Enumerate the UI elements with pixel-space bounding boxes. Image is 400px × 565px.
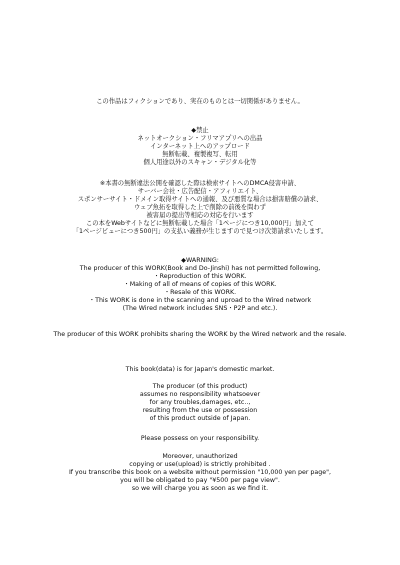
fiction-notice: [0, 98, 400, 106]
prohibition-item: ネットオークション・フリマアプリへの出品: [137, 135, 263, 142]
dmca-line: 被害届の提出等相応の対応を行います: [146, 212, 254, 219]
dmca-section: [0, 180, 400, 236]
warning-line: ・Resale of this WORK.: [163, 289, 237, 296]
dmca-line: ウェブ魚拓を取得した上で削除の前後を問わず: [134, 204, 266, 211]
warning-section: [0, 257, 400, 313]
responsibility-line: of this product outside of Japan.: [149, 415, 251, 422]
prohibition-item: 個人用途以外のスキャン・デジタル化等: [143, 159, 257, 166]
prohibition-item: インターネット上へのアップロード: [150, 143, 250, 150]
prohibition-item: 無断転載、複製複写、転用: [162, 151, 238, 158]
warning-line: The producer of this WORK(Book and Do-Jinshi) has not permitted following,: [79, 265, 321, 272]
sharing-notice-text: The producer of this WORK prohibits sharing the WORK by the Wired network and the resale.: [53, 331, 347, 338]
responsibility-line: The producer (of this product): [152, 383, 248, 390]
copy-notice-line: you will be obligated to pay "¥500 per page view".: [120, 477, 280, 484]
fiction-notice-text: この作品はフィクションであり、実在のものとは一切関係がありません。: [96, 98, 304, 105]
market-notice-text: This book(data) is for Japan's domestic market.: [125, 366, 275, 373]
dmca-line: スポンサーサイト・ドメイン取得サイトへの通報、及び悪質な場合は損害賠償の請求、: [77, 196, 323, 203]
warning-line: ・Making of all of means of copies of this WORK.: [123, 281, 277, 288]
warning-line: ・Reproduction of this WORK.: [153, 273, 247, 280]
possess-notice: [0, 435, 400, 443]
copy-notice-line: Moreover, unauthorized: [162, 453, 238, 460]
copy-notice-line: copying or use(upload) is strictly prohibited .: [129, 461, 271, 468]
copy-notice-section: [0, 453, 400, 493]
warning-line: ・This WORK is done in the scanning and uproad to the Wired network: [88, 297, 312, 304]
warning-line: (The Wired network includes SNS・P2P and etc.).: [122, 305, 278, 312]
warning-heading: ◆WARNING:: [181, 257, 219, 264]
responsibility-line: assumes no responsibility whatsoever: [139, 391, 261, 398]
copy-notice-line: If you transcribe this book on a website without permission "10,000 yen per page",: [68, 469, 332, 476]
sharing-notice: [0, 331, 400, 339]
responsibility-line: resulting from the use or possession: [142, 407, 258, 414]
responsibility-line: for any troubles,damages, etc..,: [149, 399, 251, 406]
dmca-line: この本をWebサイトなどに無断転載した場合「1ページにつき10,000円」加えて: [86, 220, 314, 227]
copy-notice-line: so we will charge you as soon as we find it.: [131, 485, 269, 492]
possess-notice-text: Please possess on your responsibility.: [140, 435, 260, 442]
responsibility-section: [0, 383, 400, 423]
market-notice: [0, 366, 400, 374]
dmca-line: 「1ページビューにつき500円」の支払い義務が生じますので見つけ次第請求いたします。: [72, 228, 328, 235]
prohibitions-heading: ◆禁止: [191, 127, 209, 134]
dmca-line: サーバー会社・広告配信・アフィリエイト、: [137, 188, 263, 195]
dmca-line: ※本書の無断違法公開を確認した際は検索サイトへのDMCA侵害申請、: [99, 180, 301, 187]
prohibitions-section: [0, 127, 400, 167]
